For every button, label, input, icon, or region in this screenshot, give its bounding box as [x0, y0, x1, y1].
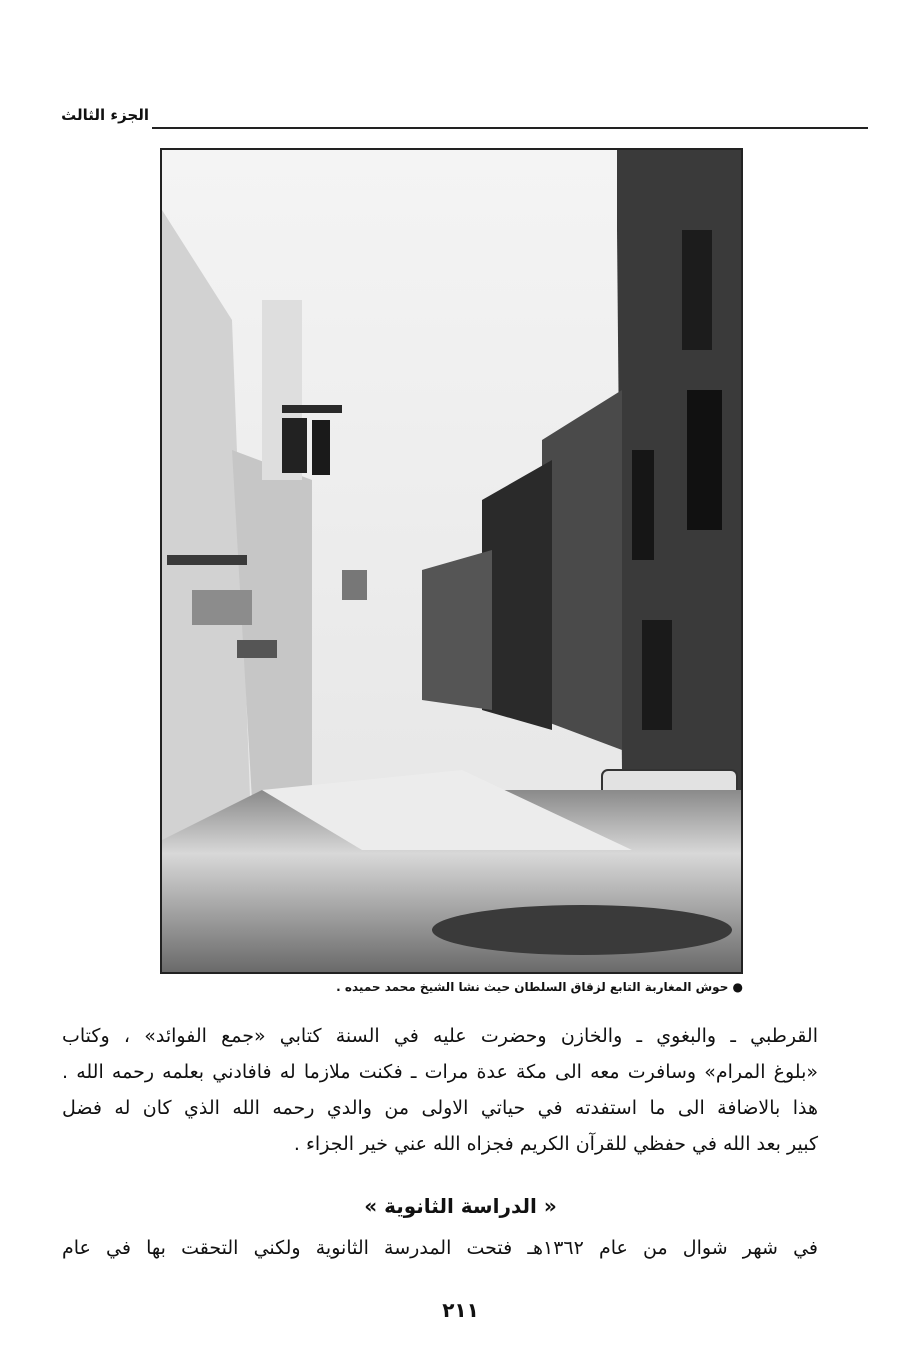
photo-caption: ● حوش المغاربة التابع لزقاق السلطان حيث نشا الشيخ محمد حميده .	[336, 980, 743, 994]
page-number: ٢١١	[442, 1298, 479, 1322]
text-line: «بلوغ المرام» وسافرت معه الى مكة عدة مرات ـ فكنت ملازما له فافادني بعلمه رحمه الله .	[62, 1061, 818, 1083]
paragraph-1	[62, 1018, 818, 1162]
street-photograph	[160, 148, 743, 974]
text-line: القرطبي ـ والبغوي ـ والخازن وحضرت عليه في السنة كتابي «جمع الفوائد» ، وكتاب	[62, 1025, 818, 1047]
running-header: الجزء الثالث	[61, 106, 149, 124]
paragraph-2	[62, 1230, 818, 1266]
header-rule	[152, 127, 868, 129]
text-line: هذا بالاضافة الى ما استفدته في حياتي الاولى من والدي رحمه الله الذي كان له فضل	[62, 1097, 818, 1119]
text-line: كبير بعد الله في حفظي للقرآن الكريم فجزاه الله عني خير الجزاء .	[293, 1133, 818, 1155]
section-heading: « الدراسة الثانوية »	[364, 1194, 557, 1218]
text-line: في شهر شوال من عام ١٣٦٢هـ فتحت المدرسة الثانوية ولكني التحقت بها في عام	[62, 1237, 818, 1259]
